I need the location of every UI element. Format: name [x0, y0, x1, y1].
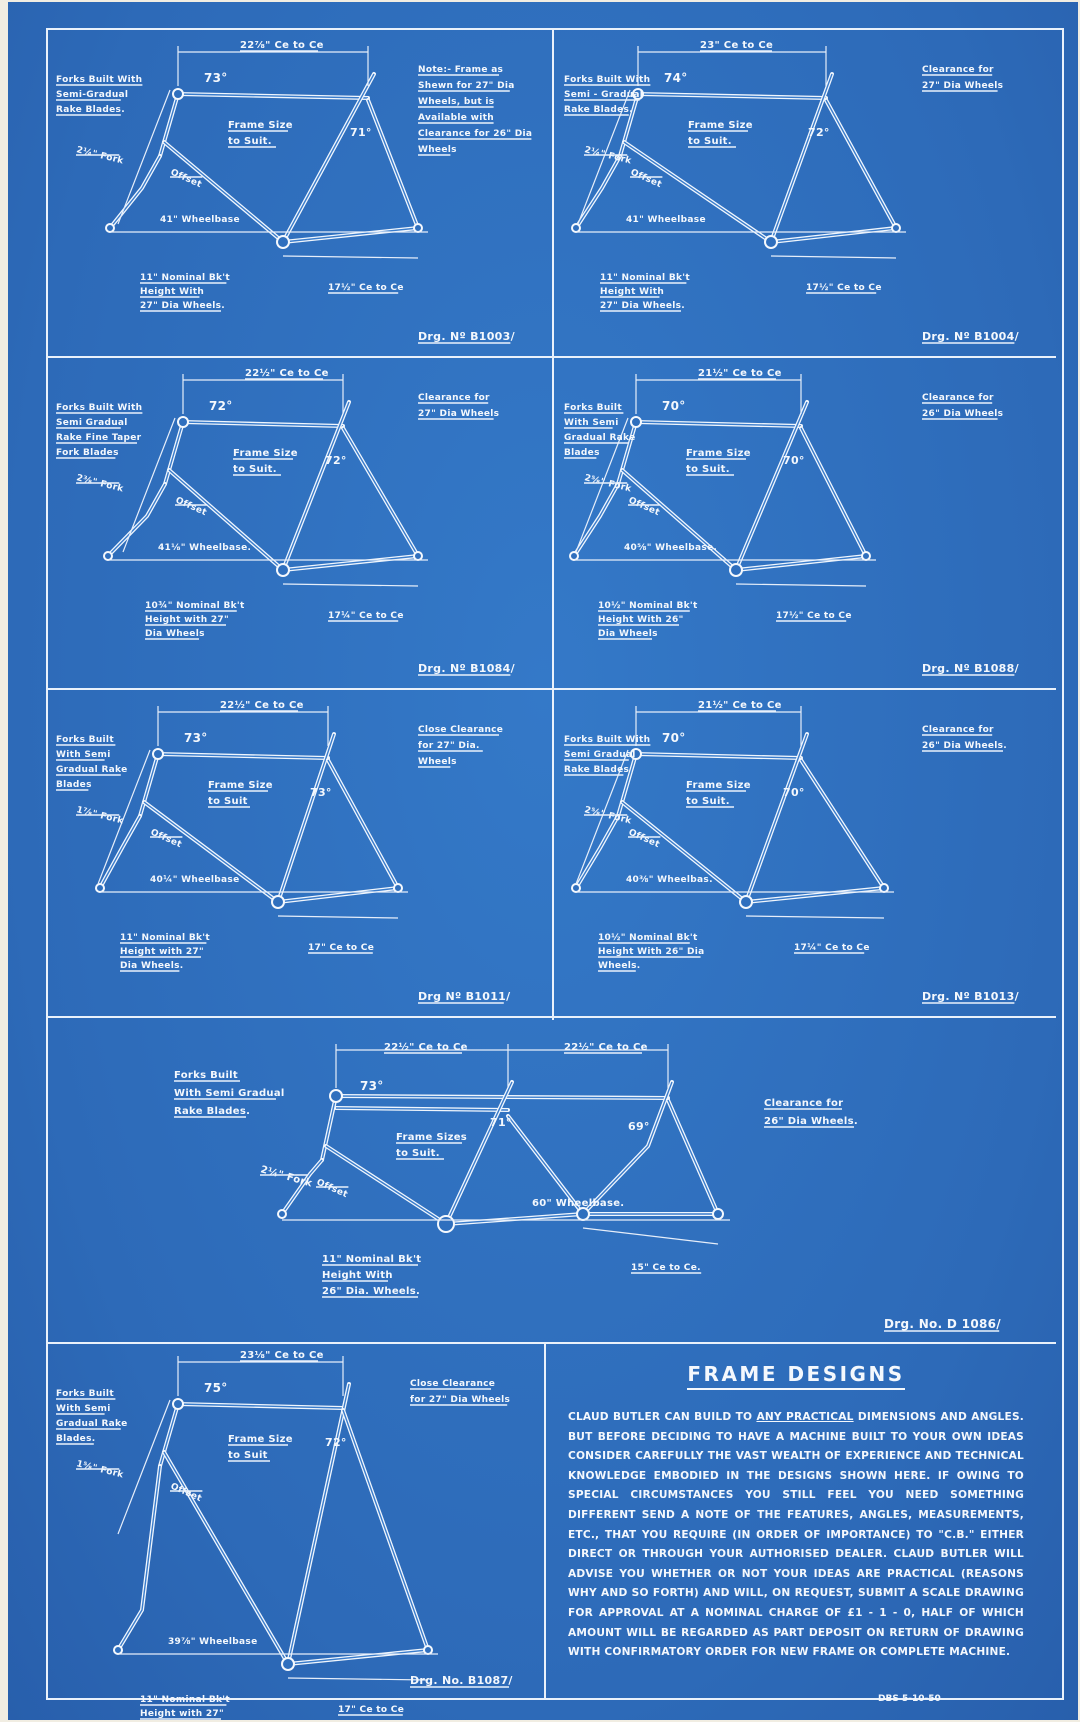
tandem-drawing — [48, 1020, 1054, 1340]
frame-sizes-note-line-1: Frame Sizes — [396, 1132, 468, 1143]
rear-dropout — [862, 552, 870, 560]
clearance-note-line-1: Clearance for — [922, 393, 994, 403]
fork-length: 2⅜" Fork — [75, 473, 125, 495]
divider-vertical-2 — [544, 1344, 546, 1700]
clearance-note-line-2: 27" Dia Wheels — [418, 409, 500, 419]
bracket-height-note-line-1: 11" Nominal Bk't — [140, 273, 230, 283]
front-dropout — [572, 224, 580, 232]
down-tube-inner — [622, 802, 746, 902]
forks-note-line-3: Gradual Rake — [56, 765, 128, 775]
chainstay-length: 17¼" Ce to Ce — [794, 943, 870, 953]
bracket-height-note-line-2: Height With 26" Dia — [598, 947, 705, 957]
seat-angle: 70° — [783, 454, 805, 467]
seat-angle: 71° — [350, 126, 372, 139]
frame-panel-b1088 — [556, 360, 1054, 686]
forks-note-line-1: Forks Built — [56, 735, 114, 745]
head-angle: 73° — [184, 731, 208, 745]
clearance-note-line-1: Close Clearance — [418, 725, 504, 735]
rear-dropout — [892, 224, 900, 232]
clearance-note-line-2: Shewn for 27" Dia — [418, 81, 515, 91]
chain-stay-inner — [283, 228, 418, 242]
rear-seat-tube-inner — [583, 1082, 672, 1214]
front-seat-angle: 71° — [490, 1116, 512, 1129]
chainstay-dimension — [283, 256, 418, 258]
frame-size-note-line-2: to Suit — [228, 1450, 268, 1461]
down-tube-inner — [164, 1452, 288, 1664]
seat-tube-inner — [283, 74, 374, 242]
forks-note-line-4: Blades — [56, 780, 92, 790]
frame-panel-b1013 — [556, 692, 1054, 1014]
seat-angle: 72° — [808, 126, 830, 139]
head-angle: 72° — [209, 399, 233, 413]
drawing-number: Drg. Nº B1088/ — [922, 662, 1019, 675]
front-bottom-bracket — [438, 1216, 454, 1232]
forks-note-line-3: Rake Blades. — [56, 105, 125, 115]
bracket-height-note-line-2: Height With — [140, 287, 205, 297]
forks-note-line-2: Semi - Gradual — [564, 90, 644, 100]
frame-size-note-line-1: Frame Size — [686, 448, 751, 459]
divider-row-4 — [46, 1342, 1056, 1344]
chainstay-length: 15" Ce to Ce. — [631, 1263, 701, 1273]
offset-label: Offset — [628, 167, 664, 191]
divider-row-1 — [46, 356, 1056, 358]
bracket-height-note-line-3: 27" Dia Wheels. — [140, 301, 226, 311]
head-lug — [178, 417, 188, 427]
fork-length: 2¼" Fork — [583, 145, 633, 167]
clearance-note-line-2: 26" Dia Wheels — [922, 409, 1004, 419]
drawing-number: Drg. Nº B1084/ — [418, 662, 515, 675]
frame-size-note-line-1: Frame Size — [686, 780, 751, 791]
forks-note-line-3: Gradual Rake — [564, 433, 636, 443]
rear-bottom-bracket — [577, 1208, 589, 1220]
down-tube-inner — [622, 470, 736, 570]
top-tube-length: 21½" Ce to Ce — [698, 368, 782, 379]
forks-note-line-1: Forks Built — [56, 1389, 114, 1399]
fork-length: 2¼" Fork — [259, 1164, 314, 1190]
head-lug — [173, 1399, 183, 1409]
seat-stay-inner — [343, 428, 418, 556]
seat-stay-inner — [343, 1410, 428, 1650]
forks-note-line-2: Semi Gradual — [564, 750, 636, 760]
frame-size-note-line-2: to Suit. — [686, 464, 730, 475]
offset-label: Offset — [168, 1481, 204, 1505]
forks-note-line-1: Forks Built With — [564, 735, 651, 745]
front-dropout — [570, 552, 578, 560]
top-tube-length: 22½" Ce to Ce — [245, 368, 329, 379]
top-tube-length: 23⅛" Ce to Ce — [240, 1350, 324, 1361]
chain-stay-inner — [288, 1650, 428, 1664]
frame-panel-b1004 — [556, 32, 1054, 354]
clearance-note-line-5: Clearance for 26" Dia — [418, 129, 533, 139]
info-body: CLAUD BUTLER CAN BUILD TO ANY PRACTICAL DIMENSIONS AND ANGLES. BUT BEFORE DECIDING TO HAVE A MACHINE BUILT TO YOUR OWN IDEAS CONSIDER CAREFULLY THE VAST WEALTH OF EXPERIENCE AND TECHNICAL KNOWLEDGE EMBODIED IN THE DESIGNS SHOWN HERE. IF OWING TO SPECIAL CIRCUMSTANCES YOU STILL FEEL YOU NEED SOMETHING DIFFERENT SEND A NOTE OF THE FEATURES, ANGLES, MEASUREMENTS, ETC., THAT YOU REQUIRE (IN ORDER OF IMPORTANCE) TO "C.B." EITHER DIRECT OR THROUGH YOUR AUTHORISED DEALER. CLAUD BUTLER WILL ADVISE YOU WHETHER OR NOT YOUR IDEAS ARE PRACTICAL (REASONS WHY AND SO FORTH) AND WILL, ON REQUEST, SUBMIT A SCALE DRAWING FOR APPROVAL AT A NOMINAL CHARGE OF £1 - 1 - 0, HALF OF WHICH AMOUNT WILL BE REGARDED AS PART DEPOSIT ON RETURN OF DRAWING WITH CONFIRMATORY ORDER FOR NEW FRAME OR COMPLETE MACHINE. — [568, 1411, 1024, 1659]
wheelbase-label: 60" Wheelbase. — [532, 1198, 625, 1209]
bracket-height-note-line-2: Height with 27" — [120, 947, 204, 957]
bottom-bracket-shell — [272, 896, 284, 908]
offset-label: Offset — [148, 827, 184, 851]
bottom-bracket-shell — [277, 236, 289, 248]
offset-label: Offset — [626, 495, 662, 519]
chain-stay-inner — [746, 888, 884, 902]
head-lug — [153, 749, 163, 759]
fork-length: 1⅝" Fork — [75, 1459, 125, 1481]
bottom-bracket-shell — [730, 564, 742, 576]
chain-stay-inner — [736, 556, 866, 570]
forks-note-line-2: With Semi — [564, 418, 619, 428]
bracket-height-note-line-2: Height With 26" — [598, 615, 684, 625]
drawing-number: Drg. No. D 1086/ — [884, 1317, 1001, 1331]
clearance-note-line-2: 27" Dia Wheels — [922, 81, 1004, 91]
seat-angle: 70° — [783, 786, 805, 799]
frame-panel-b1011 — [48, 692, 550, 1014]
rear-seat-angle: 69° — [628, 1120, 650, 1133]
top-tube-length: 22⅞" Ce to Ce — [240, 40, 324, 51]
rear-dropout — [414, 224, 422, 232]
chain-stay-inner — [771, 228, 896, 242]
bracket-height-note-line-1: 11" Nominal Bk't — [140, 1695, 230, 1705]
top-tube-length: 21½" Ce to Ce — [698, 700, 782, 711]
offset-label: Offset — [168, 167, 204, 191]
bracket-height-note-line-1: 10¾" Nominal Bk't — [145, 601, 245, 611]
fork-blade — [108, 484, 165, 556]
frame-size-note-line-1: Frame Size — [688, 120, 753, 131]
rear-top-tube-length: 22½" Ce to Ce — [564, 1042, 648, 1053]
forks-note-line-1: Forks Built With — [56, 75, 143, 85]
chainstay-length: 17½" Ce to Ce — [806, 283, 882, 293]
chainstay-dimension — [771, 256, 896, 258]
frame-panel-b1087 — [48, 1346, 542, 1719]
drawing-number: Drg. Nº B1004/ — [922, 330, 1019, 343]
chainstay-length: 17½" Ce to Ce — [328, 283, 404, 293]
forks-note-line-3: Gradual Rake — [56, 1419, 128, 1429]
down-tube-inner — [144, 802, 278, 902]
drawing-number: Drg. Nº B1013/ — [922, 990, 1019, 1003]
head-angle: 73° — [204, 71, 228, 85]
wheelbase-label: 41" Wheelbase — [160, 215, 240, 225]
frame-size-note-line-1: Frame Size — [228, 120, 293, 131]
forks-note-line-2: With Semi Gradual — [174, 1088, 285, 1099]
frame-sizes-note-line-2: to Suit. — [396, 1148, 440, 1159]
top-tube-length: 23" Ce to Ce — [700, 40, 774, 51]
frame-size-note-line-1: Frame Size — [208, 780, 273, 791]
frame-size-note-line-2: to Suit — [208, 796, 248, 807]
divider-row-2 — [46, 688, 1056, 690]
chainstay-dimension — [583, 1228, 718, 1244]
front-dropout — [96, 884, 104, 892]
chainstay-dimension — [288, 1678, 428, 1680]
bracket-height-note-line-1: 10½" Nominal Bk't — [598, 933, 698, 943]
seat-angle: 73° — [310, 786, 332, 799]
head-angle: 73° — [360, 1079, 384, 1093]
head-angle: 70° — [662, 399, 686, 413]
head-angle: 75° — [204, 1381, 228, 1395]
rear-dropout — [880, 884, 888, 892]
chain-stay-inner — [278, 888, 398, 902]
seat-stay-inner — [801, 760, 884, 888]
forks-note-line-1: Forks Built — [174, 1070, 238, 1081]
bracket-height-note-line-1: 11" Nominal Bk't — [600, 273, 690, 283]
front-dropout — [278, 1210, 286, 1218]
clearance-note-line-2: 26" Dia Wheels. — [922, 741, 1008, 751]
offset-label: Offset — [173, 495, 209, 519]
clearance-note-line-2: for 27" Dia Wheels — [410, 1395, 511, 1405]
head-angle: 70° — [662, 731, 686, 745]
down-tube-inner — [164, 142, 283, 242]
bracket-height-note-line-3: 26" Dia. Wheels. — [322, 1286, 421, 1297]
chainstay-dimension — [746, 916, 884, 918]
drawing-number: Drg. No. B1087/ — [410, 1674, 513, 1687]
frame-size-note-line-2: to Suit. — [688, 136, 732, 147]
forks-note-line-4: Fork Blades — [56, 448, 119, 458]
draughtsman-signature: DBS 5-10-50 — [878, 1694, 941, 1704]
frame-size-note-line-2: to Suit. — [233, 464, 277, 475]
drawing-number: Drg Nº B1011/ — [418, 990, 511, 1003]
forks-note-line-2: Semi Gradual — [56, 418, 128, 428]
clearance-note-line-3: Wheels, but is — [418, 97, 495, 107]
chainstay-dimension — [283, 584, 418, 586]
seat-stay-inner — [368, 100, 418, 228]
head-lug — [330, 1090, 342, 1102]
forks-note-line-4: Blades — [564, 448, 600, 458]
fork-length: 2¼" Fork — [75, 145, 125, 167]
frame-designs-info — [568, 1362, 1024, 1663]
front-dropout — [106, 224, 114, 232]
frame-drawing-b1084 — [48, 360, 550, 686]
clearance-note-line-3: Wheels — [418, 757, 457, 767]
fork-blade — [118, 1466, 160, 1650]
fork-blade-inner — [576, 816, 618, 888]
frame-size-note-line-1: Frame Size — [233, 448, 298, 459]
forks-note-line-3: Rake Blades — [564, 765, 630, 775]
seat-stay-inner — [826, 100, 896, 228]
clearance-note-line-1: Note:- Frame as — [418, 65, 504, 75]
forks-note-line-3: Rake Blades. — [174, 1106, 251, 1117]
chainstay-length: 17¼" Ce to Ce — [328, 611, 404, 621]
wheelbase-label: 40⅝" Wheelbase. — [624, 543, 718, 553]
clearance-note-line-4: Available with — [418, 113, 494, 123]
bracket-height-note-line-3: 27" Dia Wheels. — [600, 301, 686, 311]
head-angle: 74° — [664, 71, 688, 85]
chainstay-length: 17" Ce to Ce — [308, 943, 375, 953]
wheelbase-label: 41⅛" Wheelbase. — [158, 543, 252, 553]
forks-note-line-2: With Semi — [56, 750, 111, 760]
frame-drawing-b1013 — [556, 692, 1054, 1014]
clearance-note-line-1: Clearance for — [764, 1098, 844, 1109]
seat-stay-inner — [801, 428, 866, 556]
clearance-note-line-1: Clearance for — [418, 393, 490, 403]
bracket-height-note-line-1: 10½" Nominal Bk't — [598, 601, 698, 611]
clearance-note-line-1: Close Clearance — [410, 1379, 496, 1389]
seat-stay-inner — [668, 1100, 718, 1214]
chain-stay-inner — [283, 556, 418, 570]
head-lug — [173, 89, 183, 99]
clearance-note-line-6: Wheels — [418, 145, 457, 155]
chainstay-dimension — [736, 584, 866, 586]
tandem-panel-d1086 — [48, 1020, 1054, 1340]
front-dropout — [114, 1646, 122, 1654]
fork-length: 1⅞" Fork — [75, 805, 125, 827]
bracket-height-note-line-3: Wheels. — [598, 961, 641, 971]
front-dropout — [104, 552, 112, 560]
front-dropout — [572, 884, 580, 892]
bracket-height-note-line-2: Height with 27" — [145, 615, 229, 625]
rear-dropout — [394, 884, 402, 892]
front-seat-tube-inner — [446, 1082, 512, 1224]
front-top-tube-length: 22½" Ce to Ce — [384, 1042, 468, 1053]
seat-angle: 72° — [325, 454, 347, 467]
chainstay-length: 17½" Ce to Ce — [776, 611, 852, 621]
clearance-note-line-1: Clearance for — [922, 65, 994, 75]
bottom-bracket-shell — [282, 1658, 294, 1670]
divider-row-3 — [46, 1016, 1056, 1018]
frame-drawing-b1004 — [556, 32, 1054, 354]
frame-size-note-line-1: Frame Size — [228, 1434, 293, 1445]
bottom-bracket-shell — [740, 896, 752, 908]
frame-drawing-b1011 — [48, 692, 550, 1014]
bottom-bracket-shell — [765, 236, 777, 248]
rear-dropout — [414, 552, 422, 560]
bracket-height-note-line-3: Dia Wheels — [598, 629, 658, 639]
bracket-height-note-line-2: Height With — [322, 1270, 393, 1281]
bracket-height-note-line-2: Height With — [600, 287, 665, 297]
frame-drawing-b1087 — [48, 1346, 542, 1719]
seat-stay-inner — [328, 760, 398, 888]
wheelbase-label: 40¼" Wheelbase — [150, 875, 240, 885]
forks-note-line-1: Forks Built With — [564, 75, 651, 85]
clearance-note-line-1: Clearance for — [922, 725, 994, 735]
offset-label: Offset — [626, 827, 662, 851]
frame-panel-b1084 — [48, 360, 550, 686]
frame-size-note-line-2: to Suit. — [686, 796, 730, 807]
info-title: FRAME DESIGNS — [568, 1362, 1024, 1386]
frame-panel-b1003 — [48, 32, 550, 354]
clearance-note-line-2: 26" Dia Wheels. — [764, 1116, 858, 1127]
wheelbase-label: 40⅜" Wheelbas. — [626, 875, 713, 885]
fork-blade-inner — [118, 1466, 160, 1650]
seat-tube-inner — [288, 1384, 349, 1664]
divider-vertical-1 — [552, 30, 554, 1020]
forks-note-line-1: Forks Built — [564, 403, 622, 413]
offset-label: Offset — [314, 1177, 350, 1201]
fork-length: 2⅝" Fork — [583, 805, 633, 827]
bracket-height-note-line-3: Dia Wheels. — [120, 961, 184, 971]
forks-note-line-2: With Semi — [56, 1404, 111, 1414]
drawing-number: Drg. Nº B1003/ — [418, 330, 515, 343]
forks-note-line-4: Blades. — [56, 1434, 96, 1444]
bracket-height-note-line-1: 11" Nominal Bk't — [120, 933, 210, 943]
rear-dropout — [713, 1209, 723, 1219]
head-lug — [631, 417, 641, 427]
bottom-bracket-shell — [277, 564, 289, 576]
bracket-height-note-line-3: Dia Wheels — [145, 629, 205, 639]
bracket-height-note-line-2: Height with 27" — [140, 1709, 224, 1719]
forks-note-line-3: Rake Fine Taper — [56, 433, 142, 443]
down-tube-inner — [169, 470, 283, 570]
clearance-note-line-2: for 27" Dia. — [418, 741, 480, 751]
fork-blade — [110, 156, 160, 228]
fork-offset-line — [118, 90, 170, 224]
down-tube-inner — [624, 142, 771, 242]
seat-angle: 72° — [325, 1436, 347, 1449]
chainstay-length: 17" Ce to Ce — [338, 1705, 405, 1715]
frame-drawing-b1003 — [48, 32, 550, 354]
rear-dropout — [424, 1646, 432, 1654]
rear-seat-tube — [583, 1082, 672, 1214]
forks-note-line-2: Semi-Gradual — [56, 90, 129, 100]
fork-length: 2⅝" Fork — [583, 473, 633, 495]
forks-note-line-1: Forks Built With — [56, 403, 143, 413]
frame-drawing-b1088 — [556, 360, 1054, 686]
top-tube-length: 22½" Ce to Ce — [220, 700, 304, 711]
wheelbase-label: 41" Wheelbase — [626, 215, 706, 225]
frame-size-note-line-2: to Suit. — [228, 136, 272, 147]
bracket-height-note-line-1: 11" Nominal Bk't — [322, 1254, 422, 1265]
chainstay-dimension — [278, 916, 398, 918]
forks-note-line-3: Rake Blades. — [564, 105, 633, 115]
wheelbase-label: 39⅞" Wheelbase — [168, 1637, 258, 1647]
